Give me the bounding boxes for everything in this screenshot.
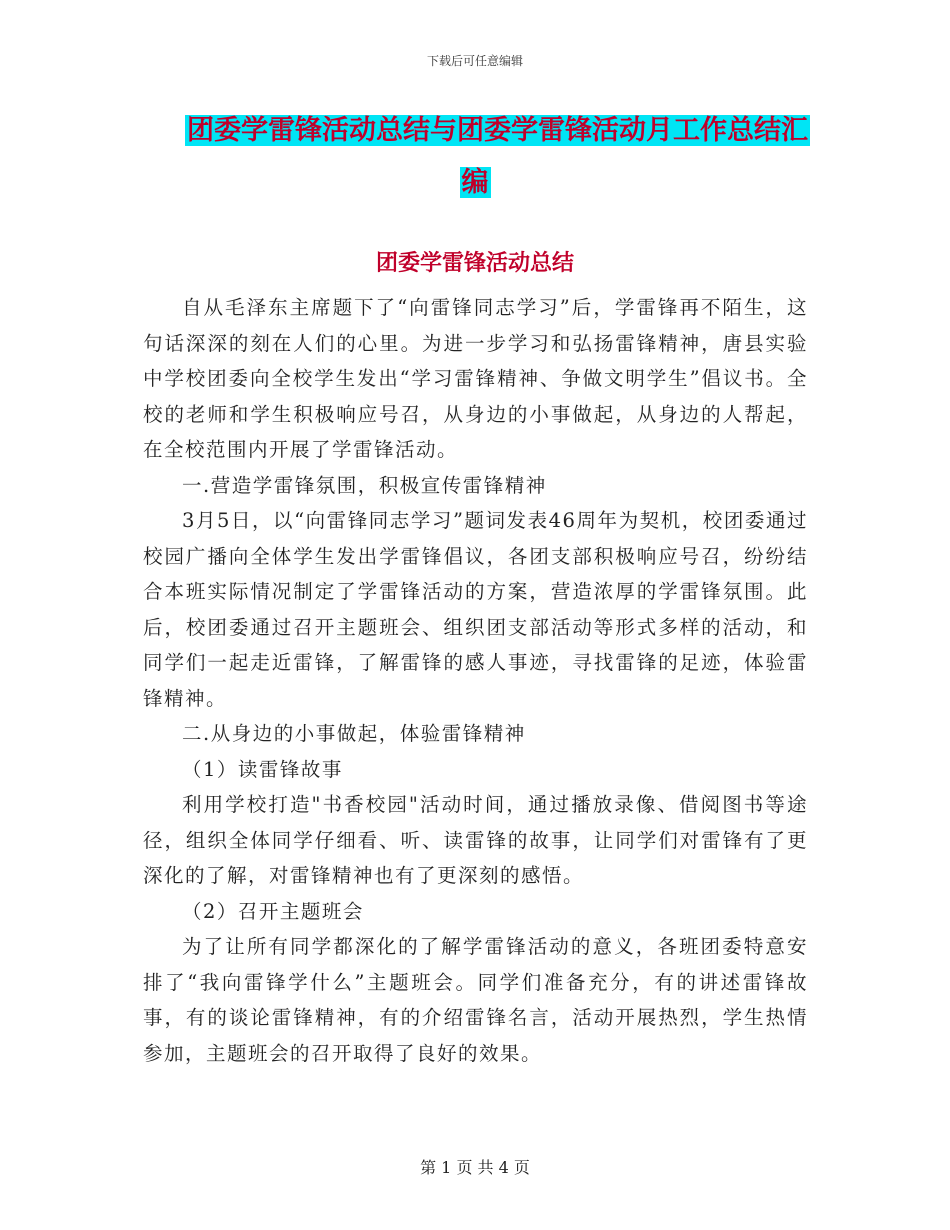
title-line-1: 团委学雷锋活动总结与团委学雷锋活动月工作总结汇: [187, 115, 808, 146]
paragraph: 利用学校打造"书香校园"活动时间，通过播放录像、借阅图书等途径，组织全体同学仔细看、听、读雷锋的故事，让同学们对雷锋有了更深化的了解，对雷锋精神也有了更深刻的感悟。: [143, 793, 808, 887]
paragraph: 为了让所有同学都深化的了解学雷锋活动的意义，各班团委特意安排了“我向雷锋学什么”主题班会。同学们准备充分，有的讲述雷锋故事，有的谈论雷锋精神，有的介绍雷锋名言，活动开展热烈，学生热情参加，主题班会的召开取得了良好的效果。: [143, 935, 808, 1065]
sub-heading: （1）读雷锋故事: [182, 757, 343, 781]
page-header-note: 下载后可任意编辑: [426, 54, 523, 68]
document-body: [143, 290, 808, 1071]
paragraph: 自从毛泽东主席题下了“向雷锋同志学习”后，学雷锋再不陌生，这句话深深的刻在人们的心里。为进一步学习和弘扬雷锋精神，唐县实验中学校团委向全校学生发出“学习雷锋精神、争做文明学生”倡议书。全校的老师和学生积极响应号召，从身边的小事做起，从身边的人帮起，在全校范围内开展了学雷锋活动。: [143, 296, 808, 461]
sub-heading: （2）召开主题班会: [182, 899, 364, 923]
paragraph: 3月5日，以“向雷锋同志学习”题词发表46周年为契机，校团委通过校园广播向全体学生发出学雷锋倡议，各团支部积极响应号召，纷纷结合本班实际情况制定了学雷锋活动的方案，营造浓厚的学雷锋氛围。此后，校团委通过召开主题班会、组织团支部活动等形式多样的活动，和同学们一起走近雷锋，了解雷锋的感人事迹，寻找雷锋的足迹，体验雷锋精神。: [143, 509, 808, 710]
document-title: [140, 108, 810, 206]
title-line-2: 编: [461, 167, 489, 198]
page-number-footer: 第 1 页 共 4 页: [420, 1158, 530, 1177]
section-heading: 一.营造学雷锋氛围，积极宣传雷锋精神: [182, 473, 547, 497]
section-heading: 二.从身边的小事做起，体验雷锋精神: [182, 722, 526, 745]
section-title: 团委学雷锋活动总结: [375, 251, 574, 276]
